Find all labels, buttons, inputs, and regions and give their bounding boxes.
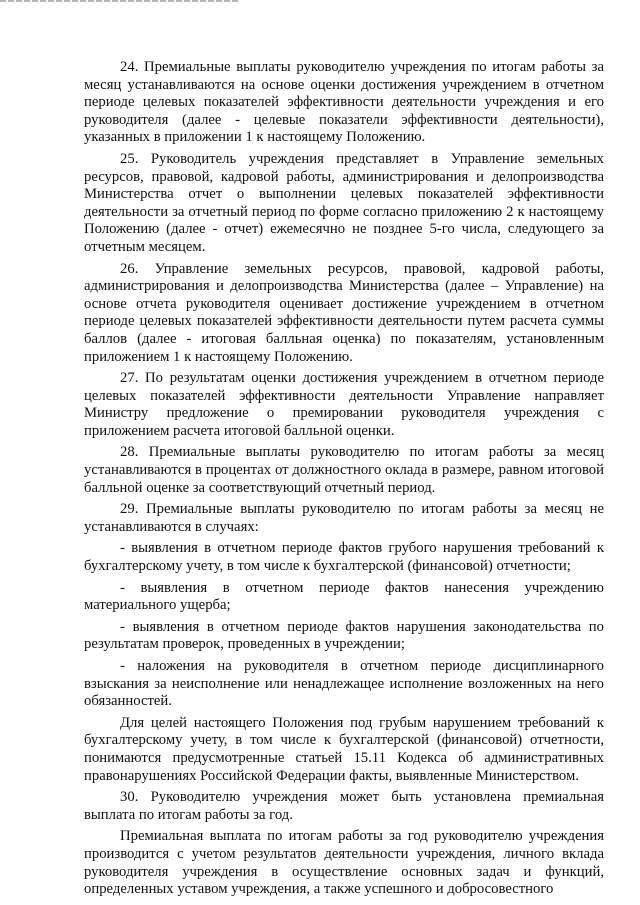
paragraph-29: 29. Премиальные выплаты руководителю по итогам работы за месяц не устанавливаются в случаях:	[84, 501, 604, 535]
paragraph-annual-bonus: Премиальная выплата по итогам работы за год руководителю учреждения производится с учетом результатов деятельности учреждения, личного вклада руководителя учреждения в осуществление основных задач и функций, определенных уставом учреждения, а также успешного и добросовестного	[84, 828, 604, 898]
paragraph-25: 25. Руководитель учреждения представляет в Управление земельных ресурсов, правовой, кадровой работы, администрирования и делопроизводства Министерства отчет о выполнении целевых показателей эффективности деятельности за отчетный период по форме согласно приложению 2 к настоящему Положению (далее - отчет) ежемесячно не позднее 5-го числа, следующего за отчетным месяцем.	[84, 150, 604, 255]
list-item-disciplinary-penalty: - наложения на руководителя в отчетном периоде дисциплинарного взыскания за неисполнение или ненадлежащее исполнение возложенных на него обязанностей.	[84, 658, 604, 710]
paragraph-27: 27. По результатам оценки достижения учреждением в отчетном периоде целевых показателей эффективности деятельности Управление направляет Министру предложение о премировании руководителя учреждения с приложением расчета итоговой балльной оценки.	[84, 370, 604, 439]
paragraph-28: 28. Премиальные выплаты руководителю по итогам работы за месяц устанавливаются в процентах от должностного оклада в размере, равном итоговой балльной оценке за соответствующий отчетный период.	[84, 444, 604, 496]
document-page	[84, 59, 604, 903]
paragraph-26: 26. Управление земельных ресурсов, правовой, кадровой работы, администрирования и делопроизводства Министерства (далее – Управление) на основе отчета руководителя оценивает достижение учреждением в отчетном периоде целевых показателей эффективности деятельности путем расчета суммы баллов (далее - итоговая балльная оценка) по показателям, установленным приложением 1 к настоящему Положению.	[84, 260, 604, 365]
list-item-material-damage: - выявления в отчетном периоде фактов нанесения учреждению материального ущерба;	[84, 579, 604, 614]
scan-artifact-line	[0, 0, 238, 2]
paragraph-30: 30. Руководителю учреждения может быть установлена премиальная выплата по итогам работы за год.	[84, 789, 604, 823]
paragraph-gross-violation-definition: Для целей настоящего Положения под грубым нарушением требований к бухгалтерскому учету, в том числе к бухгалтерской (финансовой) отчетности, понимаются предусмотренные статьей 15.11 Кодекса об административных правонарушениях Российской Федерации факты, выявленные Министерством.	[84, 714, 604, 784]
list-item-accounting-violation: - выявления в отчетном периоде фактов грубого нарушения требований к бухгалтерскому учету, в том числе к бухгалтерской (финансовой) отчетности;	[84, 540, 604, 575]
list-item-law-violation: - выявления в отчетном периоде фактов нарушения законодательства по результатам проверок, проведенных в учреждении;	[84, 618, 604, 653]
paragraph-24: 24. Премиальные выплаты руководителю учреждения по итогам работы за месяц устанавливаются на основе оценки достижения учреждением в отчетном периоде целевых показателей эффективности деятельности учреждения и его руководителя (далее - целевые показатели эффективности деятельности), указанных в приложении 1 к настоящему Положению.	[84, 59, 604, 146]
